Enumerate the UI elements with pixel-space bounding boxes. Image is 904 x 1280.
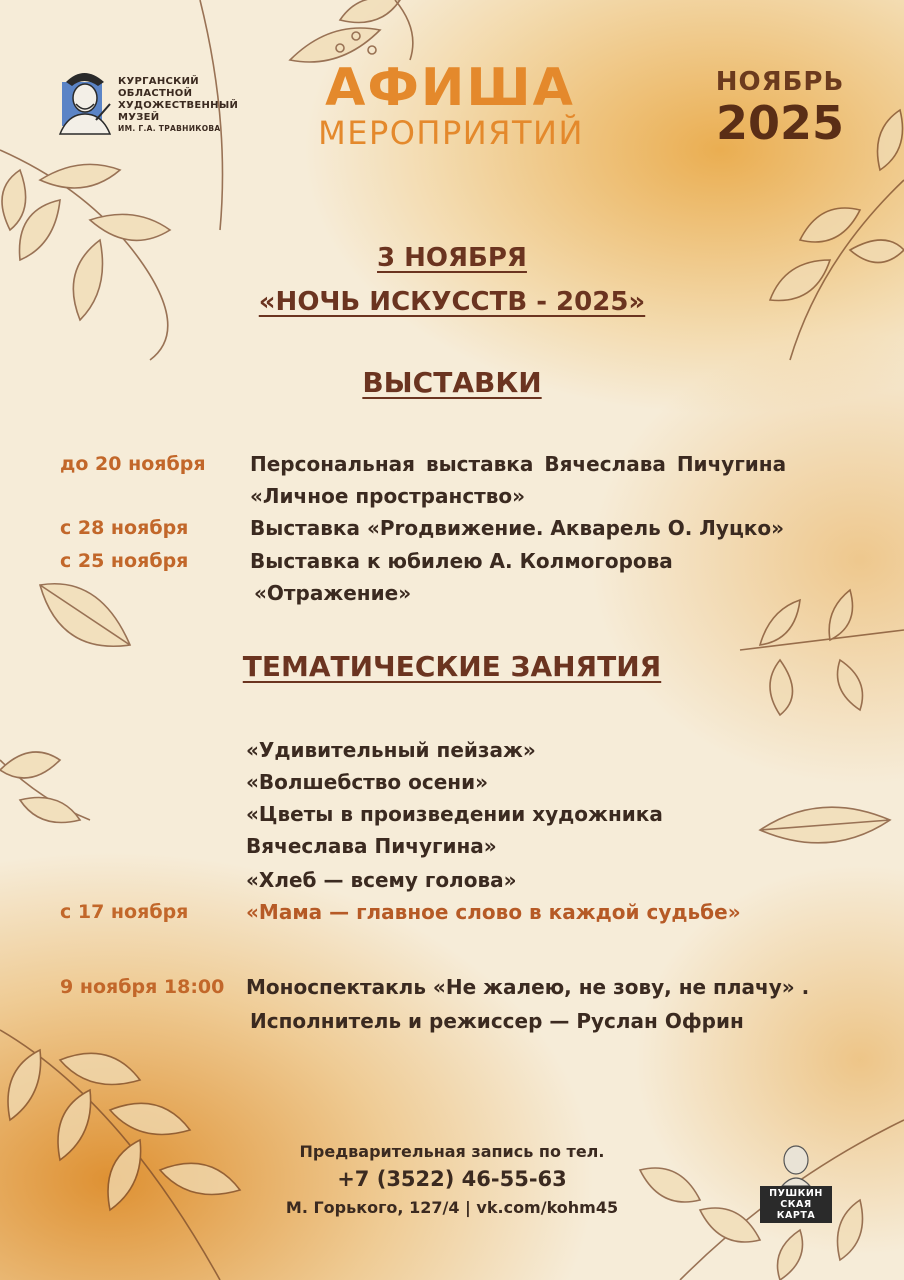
class-item: Вячеслава Пичугина»	[246, 834, 497, 858]
contact-phone[interactable]: +7 (3522) 46-55-63	[337, 1167, 567, 1191]
class-date: с 17 ноября	[60, 901, 189, 923]
poster-title: АФИША	[325, 58, 575, 118]
pushkin-card-line: ПУШКИН	[769, 1188, 823, 1199]
exhibition-text: «Личное пространство»	[250, 484, 526, 508]
museum-name	[118, 76, 238, 134]
class-item: «Хлеб — всему голова»	[246, 868, 517, 892]
contact-label: Предварительная запись по тел.	[299, 1142, 605, 1161]
pushkin-card-logo	[752, 1140, 848, 1224]
month-label: НОЯБРЬ	[715, 67, 845, 97]
event-date: 3 НОЯБРЯ	[377, 243, 527, 273]
exhibition-text: «Отражение»	[254, 581, 412, 605]
year-label: 2025	[715, 96, 845, 150]
exhibition-text: Персональная выставка Вячеслава Пичугина	[250, 452, 787, 476]
pushkin-card-line: СКАЯ	[780, 1199, 812, 1210]
class-item: «Удивительный пейзаж»	[246, 738, 536, 762]
exhibition-date: до 20 ноября	[60, 453, 206, 475]
museum-name-line: МУЗЕЙ	[118, 112, 160, 123]
exhibitions-heading: ВЫСТАВКИ	[362, 366, 542, 399]
exhibition-text: Выставка к юбилею А. Колмогорова	[250, 549, 673, 573]
classes-heading: ТЕМАТИЧЕСКИЕ ЗАНЯТИЯ	[242, 650, 662, 683]
museum-subtitle: ИМ. Г.А. ТРАВНИКОВА	[118, 124, 221, 133]
museum-name-line: ОБЛАСТНОЙ	[118, 88, 193, 99]
event-name: «НОЧЬ ИСКУССТВ - 2025»	[258, 287, 646, 317]
class-item: «Мама — главное слово в каждой судьбе»	[246, 900, 741, 924]
museum-logo	[56, 64, 114, 136]
museum-name-line: ХУДОЖЕСТВЕННЫЙ	[118, 100, 239, 111]
pushkin-card-label	[760, 1186, 832, 1223]
class-item: «Волшебство осени»	[246, 770, 489, 794]
performance-title: Моноспектакль «Не жалею, не зову, не плачу» .	[246, 975, 810, 999]
class-item: «Цветы в произведении художника	[246, 802, 663, 826]
exhibition-date: с 25 ноября	[60, 550, 189, 572]
performance-date: 9 ноября 18:00	[60, 976, 225, 998]
poster-subtitle: МЕРОПРИЯТИЙ	[318, 114, 584, 152]
artist-portrait-icon	[56, 64, 114, 136]
performance-credits: Исполнитель и режиссер — Руслан Офрин	[250, 1009, 744, 1033]
exhibition-date: с 28 ноября	[60, 517, 189, 539]
contact-address[interactable]: М. Горького, 127/4 | vk.com/kohm45	[285, 1198, 619, 1217]
pushkin-card-line: КАРТА	[776, 1210, 816, 1221]
exhibition-text: Выставка «Prодвижение. Акварель О. Луцко»	[250, 516, 785, 540]
museum-name-line: КУРГАНСКИЙ	[118, 76, 199, 87]
